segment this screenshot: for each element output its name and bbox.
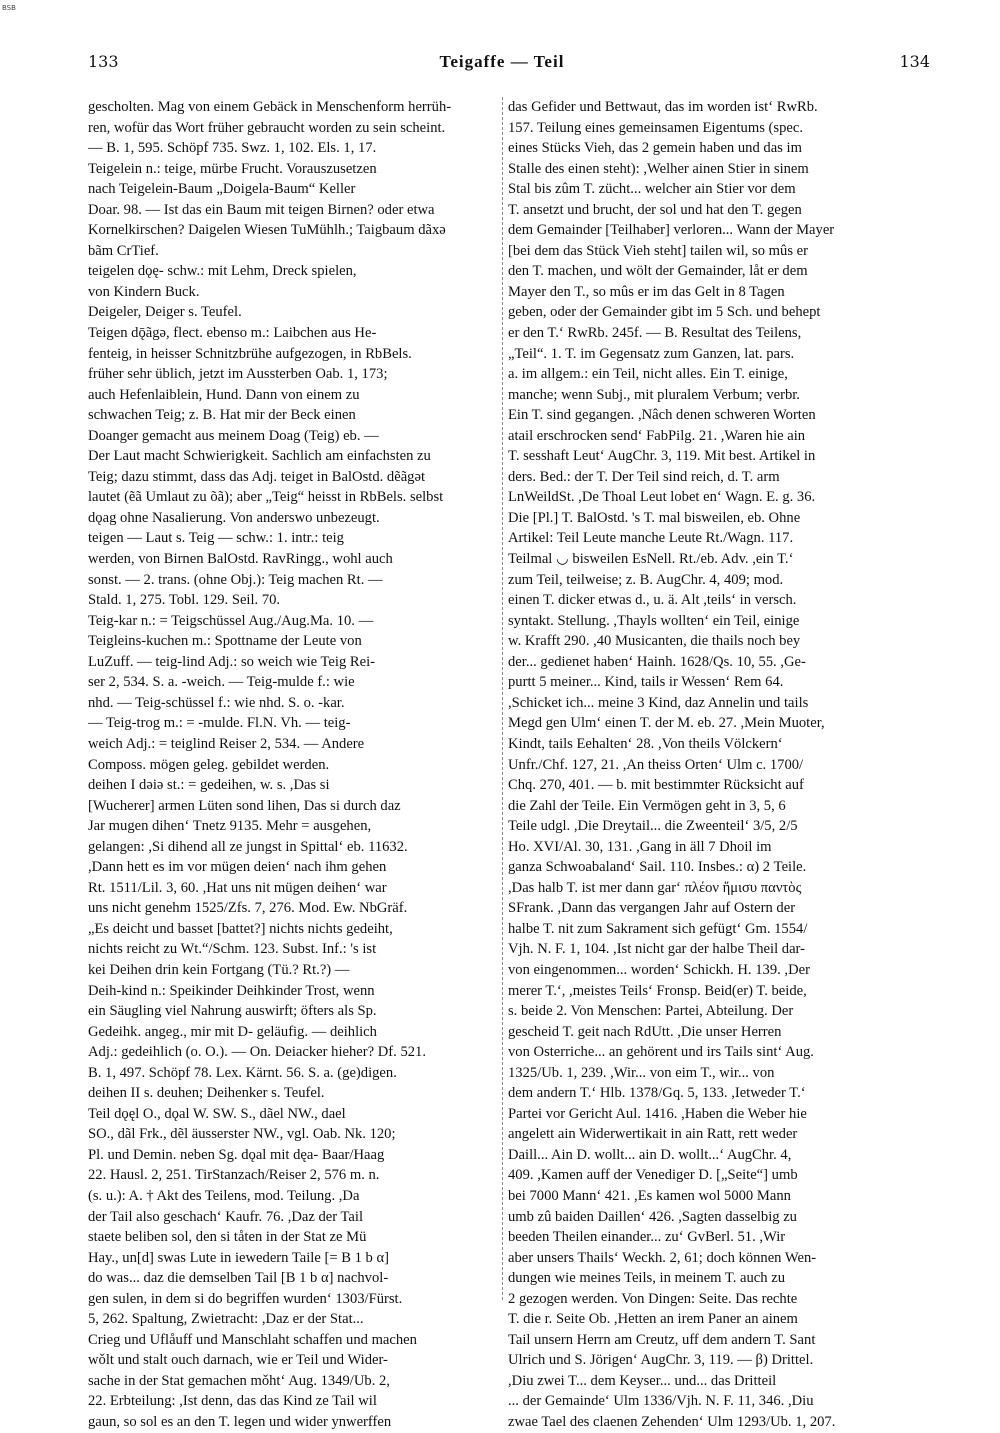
text-line: ein Säugling viel Nahrung auswirft; öfters als Sp. [88, 1003, 377, 1020]
text-line: 2 gezogen werden. Von Dingen: Seite. Das rechte [508, 1290, 798, 1307]
text-line: Unfr./Chf. 127, 21. ,An theiss Orten‘ Ulm c. 1700/ [508, 756, 804, 773]
text-line: 1325/Ub. 1, 239. ,Wir... von eim T., wir... von [508, 1064, 775, 1081]
text-line: von eingenommen... worden‘ Schickh. H. 139. ,Der [508, 961, 810, 978]
text-line: [Wucherer] armen Lüten sond lihen, Das si durch daz [88, 797, 401, 814]
text-line: Tail unsern Herrn am Creutz, uff dem andern T. Sant [508, 1331, 816, 1348]
text-line: halbe T. nit zum Sakrament sich gefügt‘ Gm. 1554/ [508, 920, 808, 937]
text-line: nichts reicht zu Wt.“/Schm. 123. Subst. Inf.: 's ist [88, 941, 377, 958]
left-column [88, 97, 498, 1433]
text-line: manche; wenn Subj., mit pluralem Verbum; verbr. [508, 386, 800, 403]
page-header [72, 52, 932, 76]
text-line: LnWeildSt. ,De Thoal Leut lobet en‘ Wagn. E. g. 36. [508, 489, 816, 506]
text-line: 409. ,Kamen auff der Venediger D. [„Seite“] umb [508, 1167, 798, 1184]
text-line: Chq. 270, 401. — b. mit bestimmter Rücksicht auf [508, 777, 804, 794]
text-line: — B. 1, 595. Schöpf 735. Swz. 1, 102. Els. 1, 17. [88, 140, 377, 157]
text-line: gescholten. Mag von einem Gebäck in Menschenform herrüh- [88, 99, 452, 115]
text-line: von Kindern Buck. [88, 283, 200, 300]
text-line: beeden Theilen einander... zu‘ GvBerl. 51. ,Wir [508, 1229, 786, 1246]
text-line: Jar mugen dihen‘ Tnetz 9135. Mehr = ausgehen, [88, 818, 372, 835]
text-line: die Zahl der Teile. Ein Vermögen geht in 3, 5, 6 [508, 797, 786, 814]
text-line: einen T. dicker etwas d., u. ä. Alt ,teils‘ in versch. [508, 592, 797, 609]
text-line: SFrank. ,Dann das vergangen Jahr auf Ostern der [508, 900, 796, 917]
text-line: Der Laut macht Schwierigkeit. Sachlich am einfachsten zu [88, 448, 431, 465]
text-line: Teigen dǭãgə, flect. ebenso m.: Laibchen aus He- [88, 325, 377, 342]
text-line: bãm CrTief. [88, 242, 159, 259]
text-line: [bei dem das Stück Vieh steht] tailen wil, so mûs er [508, 242, 808, 259]
text-line: nhd. — Teig-schüssel f.: wie nhd. S. o. -kar. [88, 694, 345, 711]
text-line: „Teil“. 1. T. im Gegensatz zum Ganzen, lat. pars. [508, 345, 795, 362]
text-line: Stalle des einen steht): ,Welher ainen Stier in sinem [508, 160, 809, 177]
text-line: Deigeler, Deiger s. Teufel. [88, 304, 242, 321]
text-line: teigen — Laut s. Teig — schw.: 1. intr.: teig [88, 530, 344, 547]
text-line: kei Deihen drin kein Fortgang (Tü.? Rt.?) — [88, 961, 350, 978]
text-line: angelett ain Widerwertikait in ain Ratt, rett weder [508, 1126, 798, 1143]
text-line: wǒlt und stalt ouch darnach, wie er Teil und Wider- [88, 1352, 388, 1369]
text-line: Kindt, tails Eehalten‘ 28. ,Von theils Völckern‘ [508, 735, 783, 752]
text-line: Crieg und Uflåuff und Manschlaht schaffen und machen [88, 1331, 417, 1348]
text-line: früher sehr üblich, jetzt im Aussterben Oab. 1, 173; [88, 366, 388, 383]
text-line: geben, oder der Gemainder gibt im 5 Sch. und behept [508, 304, 821, 321]
text-line: ... der Gemainde‘ Ulm 1336/Vjh. N. F. 11, 346. ,Diu [508, 1393, 814, 1410]
text-line: dungen wie meines Teils, in meinem T. auch zu [508, 1270, 786, 1287]
text-line: Stald. 1, 275. Tobl. 129. Seil. 70. [88, 592, 281, 609]
text-line: Hay., un[d] swas Lute in iewedern Taile [= B 1 b α] [88, 1249, 389, 1266]
text-line: T. ansetzt und brucht, der sol und hat den T. gegen [508, 201, 802, 218]
library-stamp: BSB [2, 4, 16, 12]
text-line: eines Stücks Vieh, das 2 gemein haben und das im [508, 140, 802, 157]
text-line: Ulrich und S. Jörigen‘ AugChr. 3, 119. — β) Drittel. [508, 1352, 814, 1369]
text-line: (s. u.): A. † Akt des Teilens, mod. Teilung. ,Da [88, 1187, 360, 1204]
text-line: s. beide 2. Von Menschen: Partei, Abteilung. Der [508, 1003, 794, 1020]
text-line: merer T.‘, ,meistes Teils‘ Fronsp. Beid(er) T. beide, [508, 982, 807, 999]
text-line: das Gefider und Bettwaut, das im worden ist‘ RwRb. [508, 99, 818, 115]
text-line: Deih-kind n.: Speikinder Deihkinder Trost, wenn [88, 982, 375, 999]
text-line: zwae Tael des claenen Zehenden‘ Ulm 1293/Ub. 1, 207. [508, 1414, 836, 1430]
text-line: auch Hefenlaiblein, Hund. Dann von einem zu [88, 386, 360, 403]
text-line: Teig-kar n.: = Teigschüssel Aug./Aug.Ma. 10. — [88, 612, 374, 629]
text-line: zum Teil, teilweise; z. B. AugChr. 4, 409; mod. [508, 571, 784, 588]
text-line: gescheid T. geit nach RdUtt. ,Die unser Herren [508, 1023, 782, 1040]
text-line: Ho. XVI/Al. 30, 131. ,Gang in äll 7 Dhoil im [508, 838, 772, 855]
text-line: deihen II s. deuhen; Deihenker s. Teufel. [88, 1085, 325, 1102]
text-line: Doanger gemacht aus meinem Doag (Teig) eb. — [88, 427, 379, 444]
text-line: fenteig, in heisser Schnitzbrühe aufgezogen, in RbBels. [88, 345, 412, 362]
text-line: Daill... Ain D. wollt... ain D. wollt...‘ AugChr. 4, [508, 1146, 792, 1163]
text-line: purtt 5 meiner... Kind, tails ir Wessen‘ Rem 64. [508, 674, 784, 691]
text-line: B. 1, 497. Schöpf 78. Lex. Kärnt. 56. S. a. (ge)digen. [88, 1064, 397, 1081]
text-line: Doar. 98. — Ist das ein Baum mit teigen Birnen? oder etwa [88, 201, 435, 218]
text-line: sonst. — 2. trans. (ohne Obj.): Teig machen Rt. — [88, 571, 383, 588]
text-line: Megd gen Ulm‘ einen T. der M. eb. 27. ,Mein Muoter, [508, 715, 825, 732]
text-line: weich Adj.: = teiglind Reiser 2, 534. — Andere [88, 735, 365, 752]
text-line: syntakt. Stellung. ,Thayls wollten‘ ein Teil, einige [508, 612, 800, 629]
text-line: — Teig-trog m.: = -mulde. Fl.N. Vh. — teig- [88, 715, 351, 732]
text-line: LuZuff. — teig-lind Adj.: so weich wie Teig Rei- [88, 653, 376, 670]
text-line: Teilmal ◡ bisweilen EsNell. Rt./eb. Adv. ,ein T.‘ [508, 551, 794, 568]
text-line: er den T.‘ RwRb. 245f. — B. Resultat des Teilens, [508, 325, 802, 342]
text-line: gen sulen, in dem si do begriffen wurden‘ 1303/Fürst. [88, 1290, 403, 1307]
text-line: Teigelein n.: teige, mürbe Frucht. Vorauszusetzen [88, 160, 377, 177]
text-line: ganza Schwoabaland‘ Sail. 110. Insbes.: α) 2 Teile. [508, 859, 807, 876]
text-line: gelangen: ,Si dihend all ze jungst in Spittal‘ eb. 11632. [88, 838, 408, 855]
text-line: 22. Hausl. 2, 251. TirStanzach/Reiser 2, 576 m. n. [88, 1167, 380, 1184]
text-line: dem andern T.‘ Hlb. 1378/Gq. 5, 133. ,Ietweder T.‘ [508, 1085, 806, 1102]
text-line: der... gedienet haben‘ Hainh. 1628/Qs. 10, 55. ,Ge- [508, 653, 806, 670]
text-line: teigelen dǫę- schw.: mit Lehm, Dreck spielen, [88, 263, 357, 280]
text-line: ,Schicket ich... meine 3 Kind, daz Annelin und tails [508, 694, 809, 711]
text-line: staete beliben sol, den si tåten in der Stat ze Mü [88, 1229, 367, 1246]
text-line: aber unsers Thails‘ Weckh. 2, 61; doch können Wen- [508, 1249, 817, 1266]
text-line: SO., dãl Frk., dẽl äusserster NW., vgl. Oab. Nk. 120; [88, 1126, 396, 1143]
text-line: deihen I dəiə st.: = gedeihen, w. s. ,Das si [88, 777, 330, 794]
text-line: schwachen Teig; z. B. Hat mir der Beck einen [88, 407, 356, 424]
text-line: von Osterriche... an gehörent und irs Tails sint‘ Aug. [508, 1044, 814, 1061]
text-line: 157. Teilung eines gemeinsamen Eigentums (spec. [508, 119, 803, 136]
running-title: Teigaffe — Teil [439, 52, 565, 71]
text-line: do was... daz die demselben Tail [B 1 b α] nachvol- [88, 1270, 389, 1287]
text-line: atail erschrocken send‘ FabPilg. 21. ,Waren hie ain [508, 427, 806, 444]
text-line: ,Dann hett es im vor mügen deien‘ nach ihm gehen [88, 859, 387, 876]
text-line: Artikel: Teil Leute manche Leute Rt./Wagn. 117. [508, 530, 794, 547]
text-line: Teigleins-kuchen m.: Spottname der Leute von [88, 633, 362, 650]
text-line: werden, von Birnen BalOstd. RavRingg., wohl auch [88, 551, 393, 568]
text-line: der Tail also geschach‘ Kaufr. 76. ,Daz der Tail [88, 1208, 363, 1225]
text-line: gaun, so sol es an den T. legen und wider ynwerffen [88, 1414, 392, 1430]
text-line: nach Teigelein-Baum „Doigela-Baum“ Keller [88, 181, 356, 198]
text-line: Teile udgl. ,Die Dreytail... die Zweenteil‘ 3/5, 2/5 [508, 818, 798, 835]
text-line: lautet (ẽã Umlaut zu õã); aber „Teig“ heisst in RbBels. selbst [88, 489, 444, 506]
text-line: ser 2, 534. S. a. -weich. — Teig-mulde f.: wie [88, 674, 355, 691]
text-line: bei 7000 Mann‘ 421. ,Es kamen wol 5000 Mann [508, 1187, 791, 1204]
text-line: 22. Erbteilung: ,Ist denn, das das Kind ze Tail wil [88, 1393, 377, 1410]
text-line: Teig; dazu stimmt, dass das Adj. teiget in BalOstd. dẽãgət [88, 468, 426, 485]
text-line: Rt. 1511/Lil. 3, 60. ,Hat uns nit mügen deihen‘ war [88, 879, 387, 896]
text-line: ,Diu zwei T... dem Keyser... und... das Dritteil [508, 1372, 777, 1389]
text-line: Ein T. sind gegangen. ,Nâch denen schweren Worten [508, 407, 816, 424]
text-line: ,Das halb T. ist mer dann gar‘ πλέον ἥμισυ παντὸς [508, 879, 802, 896]
text-line: umb zû baiden Daillen‘ 426. ,Sagten dasselbig zu [508, 1208, 797, 1225]
text-line: dǫag ohne Nasalierung. Von anderswo unbezeugt. [88, 509, 380, 526]
text-line: Adj.: gedeihlich (o. O.). — On. Deiacker hieher? Df. 521. [88, 1044, 426, 1061]
page-number-left: 133 [88, 52, 119, 71]
text-line: Pl. und Demin. neben Sg. dǫal mit dęa- Baar/Haag [88, 1146, 385, 1163]
text-line: Composs. mögen geleg. gebildet werden. [88, 756, 330, 773]
text-line: T. die r. Seite Ob. ,Hetten an irem Paner an ainem [508, 1311, 798, 1328]
text-line: 5, 262. Spaltung, Zwietracht: ,Daz er der Stat... [88, 1311, 364, 1328]
text-line: sache in der Stat gemachen mǒht‘ Aug. 1349/Ub. 2, [88, 1372, 390, 1389]
text-line: Vjh. N. F. 1, 104. ,Ist nicht gar der halbe Theil dar- [508, 941, 805, 958]
text-line: Teil dǫęl O., dǫal W. SW. S., dãel NW., dael [88, 1105, 346, 1122]
text-line: Gedeihk. angeg., mir mit D- geläufig. — deihlich [88, 1023, 377, 1040]
text-line: Die [Pl.] T. BalOstd. 's T. mal bisweilen, eb. Ohne [508, 509, 801, 526]
text-line: uns nicht genehm 1525/Zfs. 7, 276. Mod. Ew. NbGräf. [88, 900, 408, 917]
text-line: a. im allgem.: ein Teil, nicht alles. Ein T. einige, [508, 366, 788, 383]
page-number-right: 134 [899, 52, 930, 71]
text-line: T. sesshaft Leut‘ AugChr. 3, 119. Mit best. Artikel in [508, 448, 816, 465]
text-line: ren, wofür das Wort früher gebraucht worden zu sein scheint. [88, 119, 446, 136]
text-line: den T. machen, und wölt der Gemainder, låt er dem [508, 263, 808, 280]
column-divider [502, 97, 503, 1300]
text-line: Stal bis zûm T. zücht... welcher ain Stier vor dem [508, 181, 796, 198]
text-line: Partei vor Gericht Aul. 1416. ,Haben die Weber hie [508, 1105, 807, 1122]
text-line: dem Gemainder [Teilhaber] verloren... Wann der Mayer [508, 222, 835, 239]
text-line: w. Krafft 290. ,40 Musicanten, die thails noch bey [508, 633, 801, 650]
text-line: ders. Bed.: der T. Der Teil sind reich, d. T. arm [508, 468, 780, 485]
right-column [508, 97, 926, 1433]
text-line: Kornelkirschen? Daigelen Wiesen TuMühlh.; Taigbaum dãxə [88, 222, 446, 239]
text-line: Mayer den T., so mûs er im das Gelt in 8 Tagen [508, 283, 785, 300]
text-line: „Es deicht und basset [battet?] nichts nichts gedeiht, [88, 920, 393, 937]
